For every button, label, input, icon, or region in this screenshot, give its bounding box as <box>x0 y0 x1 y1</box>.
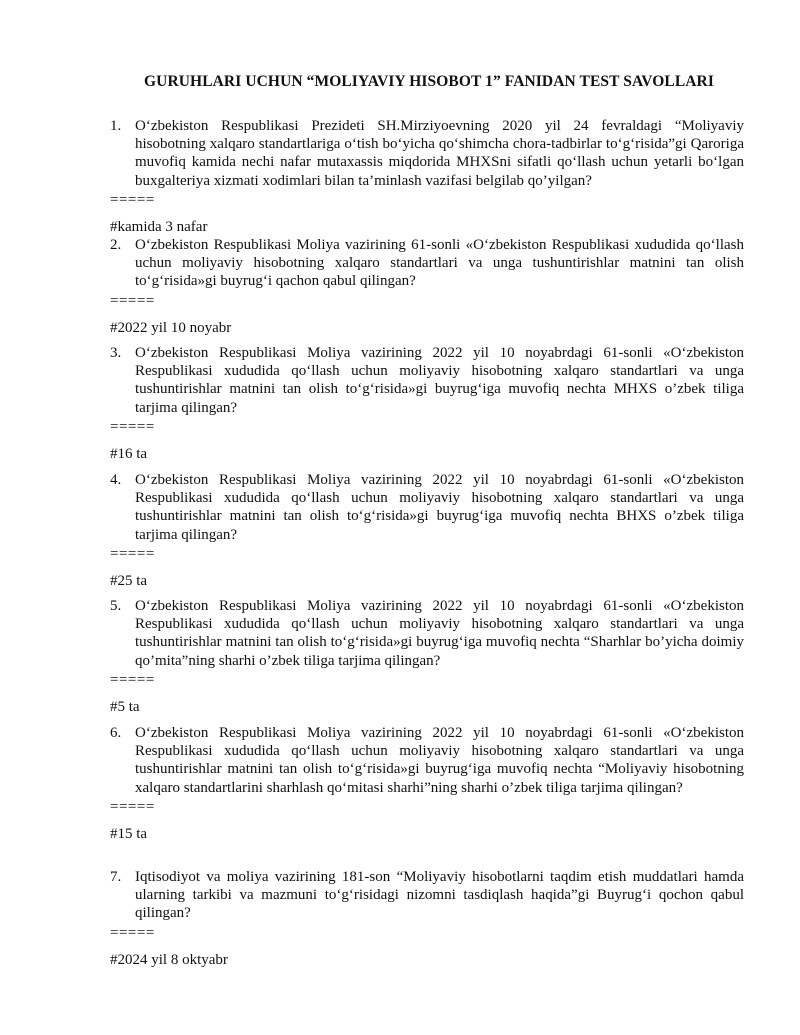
question-text: O‘zbekiston Respublikasi Moliya vazirining 2022 yil 10 noyabrdagi 61-sonli «O‘zbekiston Respublikasi xududida qo‘llash uchun moliyaviy hisobotning xalqaro standartlari va unga tushuntirishlar matnini tan olish to‘g‘risida»gi buyrug‘iga muvofiq nechta MHXS o’zbek tiliga tarjima qilingan? <box>135 345 744 416</box>
question-number: 5. <box>110 598 122 614</box>
document-title: GURUHLARI UCHUN “MOLIYAVIY HISOBOT 1” FANIDAN TEST SAVOLLARI <box>144 73 714 90</box>
separator: ===== <box>110 924 155 941</box>
answer-text: #16 ta <box>110 446 148 463</box>
separator: ===== <box>110 191 155 208</box>
question-item-7 <box>110 868 744 969</box>
answer-text: #2022 yil 10 noyabr <box>110 319 232 336</box>
question-text: O‘zbekiston Respublikasi Moliya vazirining 2022 yil 10 noyabrdagi 61-sonli «O‘zbekiston Respublikasi xududida qo‘llash uchun moliyaviy hisobotning xalqaro standartlari va unga tushuntirishlar matnini tan olish to‘g‘risida»gi buyrug‘iga muvofiq nechta “Moliyaviy hisobotning xalqaro standartlarini sharhlash qo‘mitasi sharhi”ning sharhi o’zbek tiliga tarjima qilingan? <box>135 725 744 796</box>
question-number: 3. <box>110 345 122 361</box>
separator: ===== <box>110 292 155 309</box>
question-number: 4. <box>110 472 122 488</box>
question-number: 2. <box>110 237 122 253</box>
question-item-4 <box>110 471 744 590</box>
separator: ===== <box>110 671 155 688</box>
separator: ===== <box>110 418 155 435</box>
question-item-2 <box>110 236 744 337</box>
separator: ===== <box>110 798 155 815</box>
question-text: O‘zbekiston Respublikasi Prezideti SH.Mirziyoevning 2020 yil 24 fevraldagi “Moliyaviy hisobotning xalqaro standartlariga o‘tish bo‘yicha qo‘shimcha chora-tadbirlar to‘g‘risida”gi Qaroriga muvofiq kamida nechi nafar mutaxassis miqdorida MHXSni sifatli qo‘llash uchun yetarli bo‘lgan buxgalteriya xizmati xodimlari bilan ta’minlash vazifasi belgilab qo’yilgan? <box>135 118 744 189</box>
answer-text: #5 ta <box>110 699 140 716</box>
answer-text: #kamida 3 nafar <box>110 219 208 236</box>
question-text: Iqtisodiyot va moliya vazirining 181-son “Moliyaviy hisobotlarni taqdim etish muddatlari hamda ularning tarkibi va mazmuni to‘g‘risidagi nizomni tasdiqlash haqida”gi Buyrug‘i qochon qabul qilingan? <box>135 869 744 922</box>
separator: ===== <box>110 545 155 562</box>
question-number: 1. <box>110 118 122 134</box>
question-number: 7. <box>110 869 122 885</box>
question-text: O‘zbekiston Respublikasi Moliya vazirining 2022 yil 10 noyabrdagi 61-sonli «O‘zbekiston Respublikasi xududida qo‘llash uchun moliyaviy hisobotning xalqaro standartlari va unga tushuntirishlar matnini tan olish to‘g‘risida»gi buyrug‘iga muvofiq nechta “Sharhlar bo’yicha doimiy qo’mita”ning sharhi o’zbek tiliga tarjima qilingan? <box>135 598 744 669</box>
question-number: 6. <box>110 725 122 741</box>
question-item-3 <box>110 344 744 463</box>
answer-text: #25 ta <box>110 573 148 590</box>
answer-text: #15 ta <box>110 826 148 843</box>
question-item-1 <box>110 117 744 236</box>
question-text: O‘zbekiston Respublikasi Moliya vazirining 2022 yil 10 noyabrdagi 61-sonli «O‘zbekiston Respublikasi xududida qo‘llash uchun moliyaviy hisobotning xalqaro standartlari va unga tushuntirishlar matnini tan olish to‘g‘risida»gi buyrug‘iga muvofiq nechta BHXS o’zbek tiliga tarjima qilingan? <box>135 472 744 543</box>
question-text: O‘zbekiston Respublikasi Moliya vazirining 61-sonli «O‘zbekiston Respublikasi xududida qo‘llash uchun moliyaviy hisobotning xalqaro standartlari va unga tushuntirishlar matnini tan olish to‘g‘risida»gi buyrug‘i qachon qabul qilingan? <box>135 237 744 290</box>
question-item-5 <box>110 597 744 716</box>
question-item-6 <box>110 724 744 843</box>
answer-text: #2024 yil 8 oktyabr <box>110 951 228 968</box>
